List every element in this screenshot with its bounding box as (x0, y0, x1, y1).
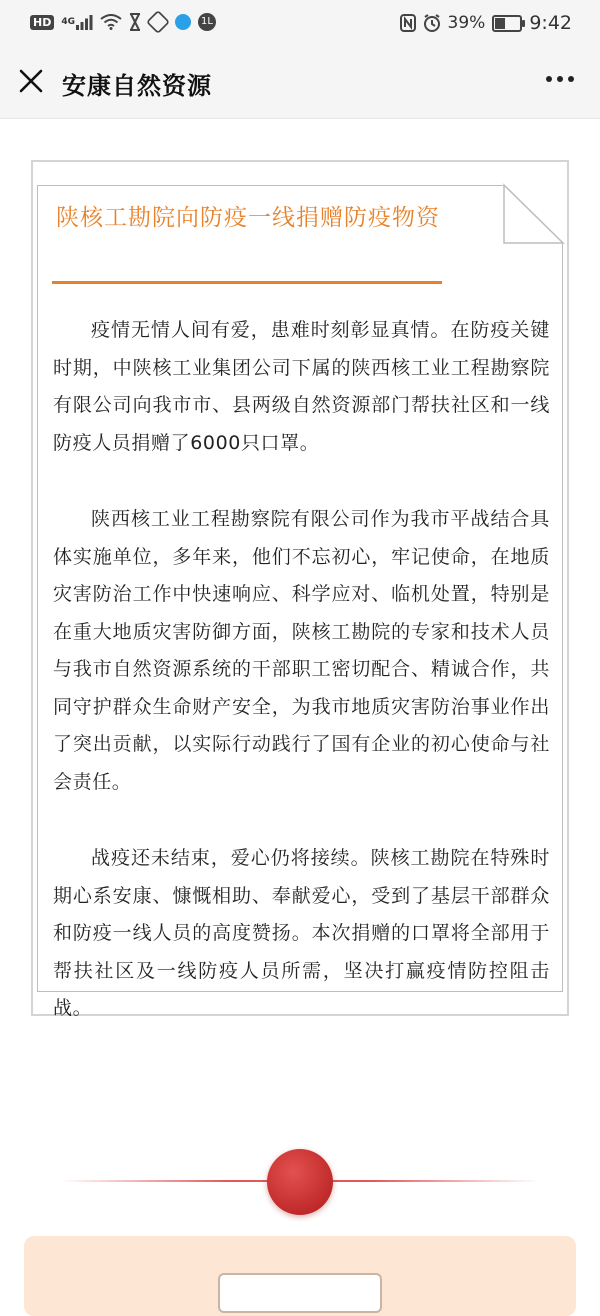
article-title: 陕核工勘院向防疫一线捐赠防疫物资 (56, 205, 440, 231)
page-title: 安康自然资源 (62, 72, 212, 100)
more-icon (546, 76, 552, 82)
signal-icon (61, 14, 93, 30)
article-body (53, 312, 550, 1067)
paragraph-3: 战疫还未结束，爱心仍将接续。陕核工勘院在特殊时期心系安康、慷慨相助、奉献爱心，受到了基层干部群众和防疫一线人员的高度赞扬。本次捐赠的口罩将全部用于帮扶社区及一线防疫人员所需，坚决打赢疫情防控阻击战。 (53, 847, 550, 1019)
title-bar (0, 46, 600, 119)
shield-app-icon (148, 12, 168, 32)
nfc-icon (400, 14, 416, 32)
close-button[interactable] (18, 68, 44, 94)
alarm-icon (423, 14, 441, 32)
battery-percent: 39% (447, 13, 486, 33)
status-bar (0, 0, 600, 46)
more-button[interactable] (546, 76, 574, 82)
battery-icon (492, 15, 522, 32)
page-fold-icon (503, 183, 565, 245)
bottom-image-frame (218, 1273, 382, 1313)
paragraph-2: 陕西核工业工程勘察院有限公司作为我市平战结合具体实施单位，多年来，他们不忘初心，牢记使命，在地质灾害防治工作中快速响应、科学应对、临机处置，特别是在重大地质灾害防御方面，陕核工勘院的专家和技术人员与我市自然资源系统的干部职工密切配合、精诚合作，共同守护群众生命财产安全，为我市地质灾害防治事业作出了突出贡献，以实际行动践行了国有企业的初心使命与社会责任。 (53, 508, 550, 793)
network-type-label: 4G (61, 17, 75, 27)
battery-fill (495, 18, 504, 29)
hd-icon: HD (30, 15, 54, 30)
badge-icon (198, 13, 216, 31)
close-icon (18, 68, 44, 94)
divider-red-circle (267, 1149, 333, 1215)
badge-label: 1L (198, 13, 216, 31)
status-left-group (30, 12, 216, 32)
hourglass-icon (129, 13, 141, 31)
paragraph-1: 疫情无情人间有爱，患难时刻彰显真情。在防疫关键时期，中陕核工业集团公司下属的陕西核工业工程勘察院有限公司向我市市、县两级自然资源部门帮扶社区和一线防疫人员捐赠了6000只口罩。 (53, 319, 550, 454)
app-notification-icon (175, 14, 191, 30)
title-underline (52, 281, 442, 284)
status-right-group (400, 12, 572, 34)
wifi-icon (100, 14, 122, 30)
clock: 9:42 (529, 12, 572, 34)
